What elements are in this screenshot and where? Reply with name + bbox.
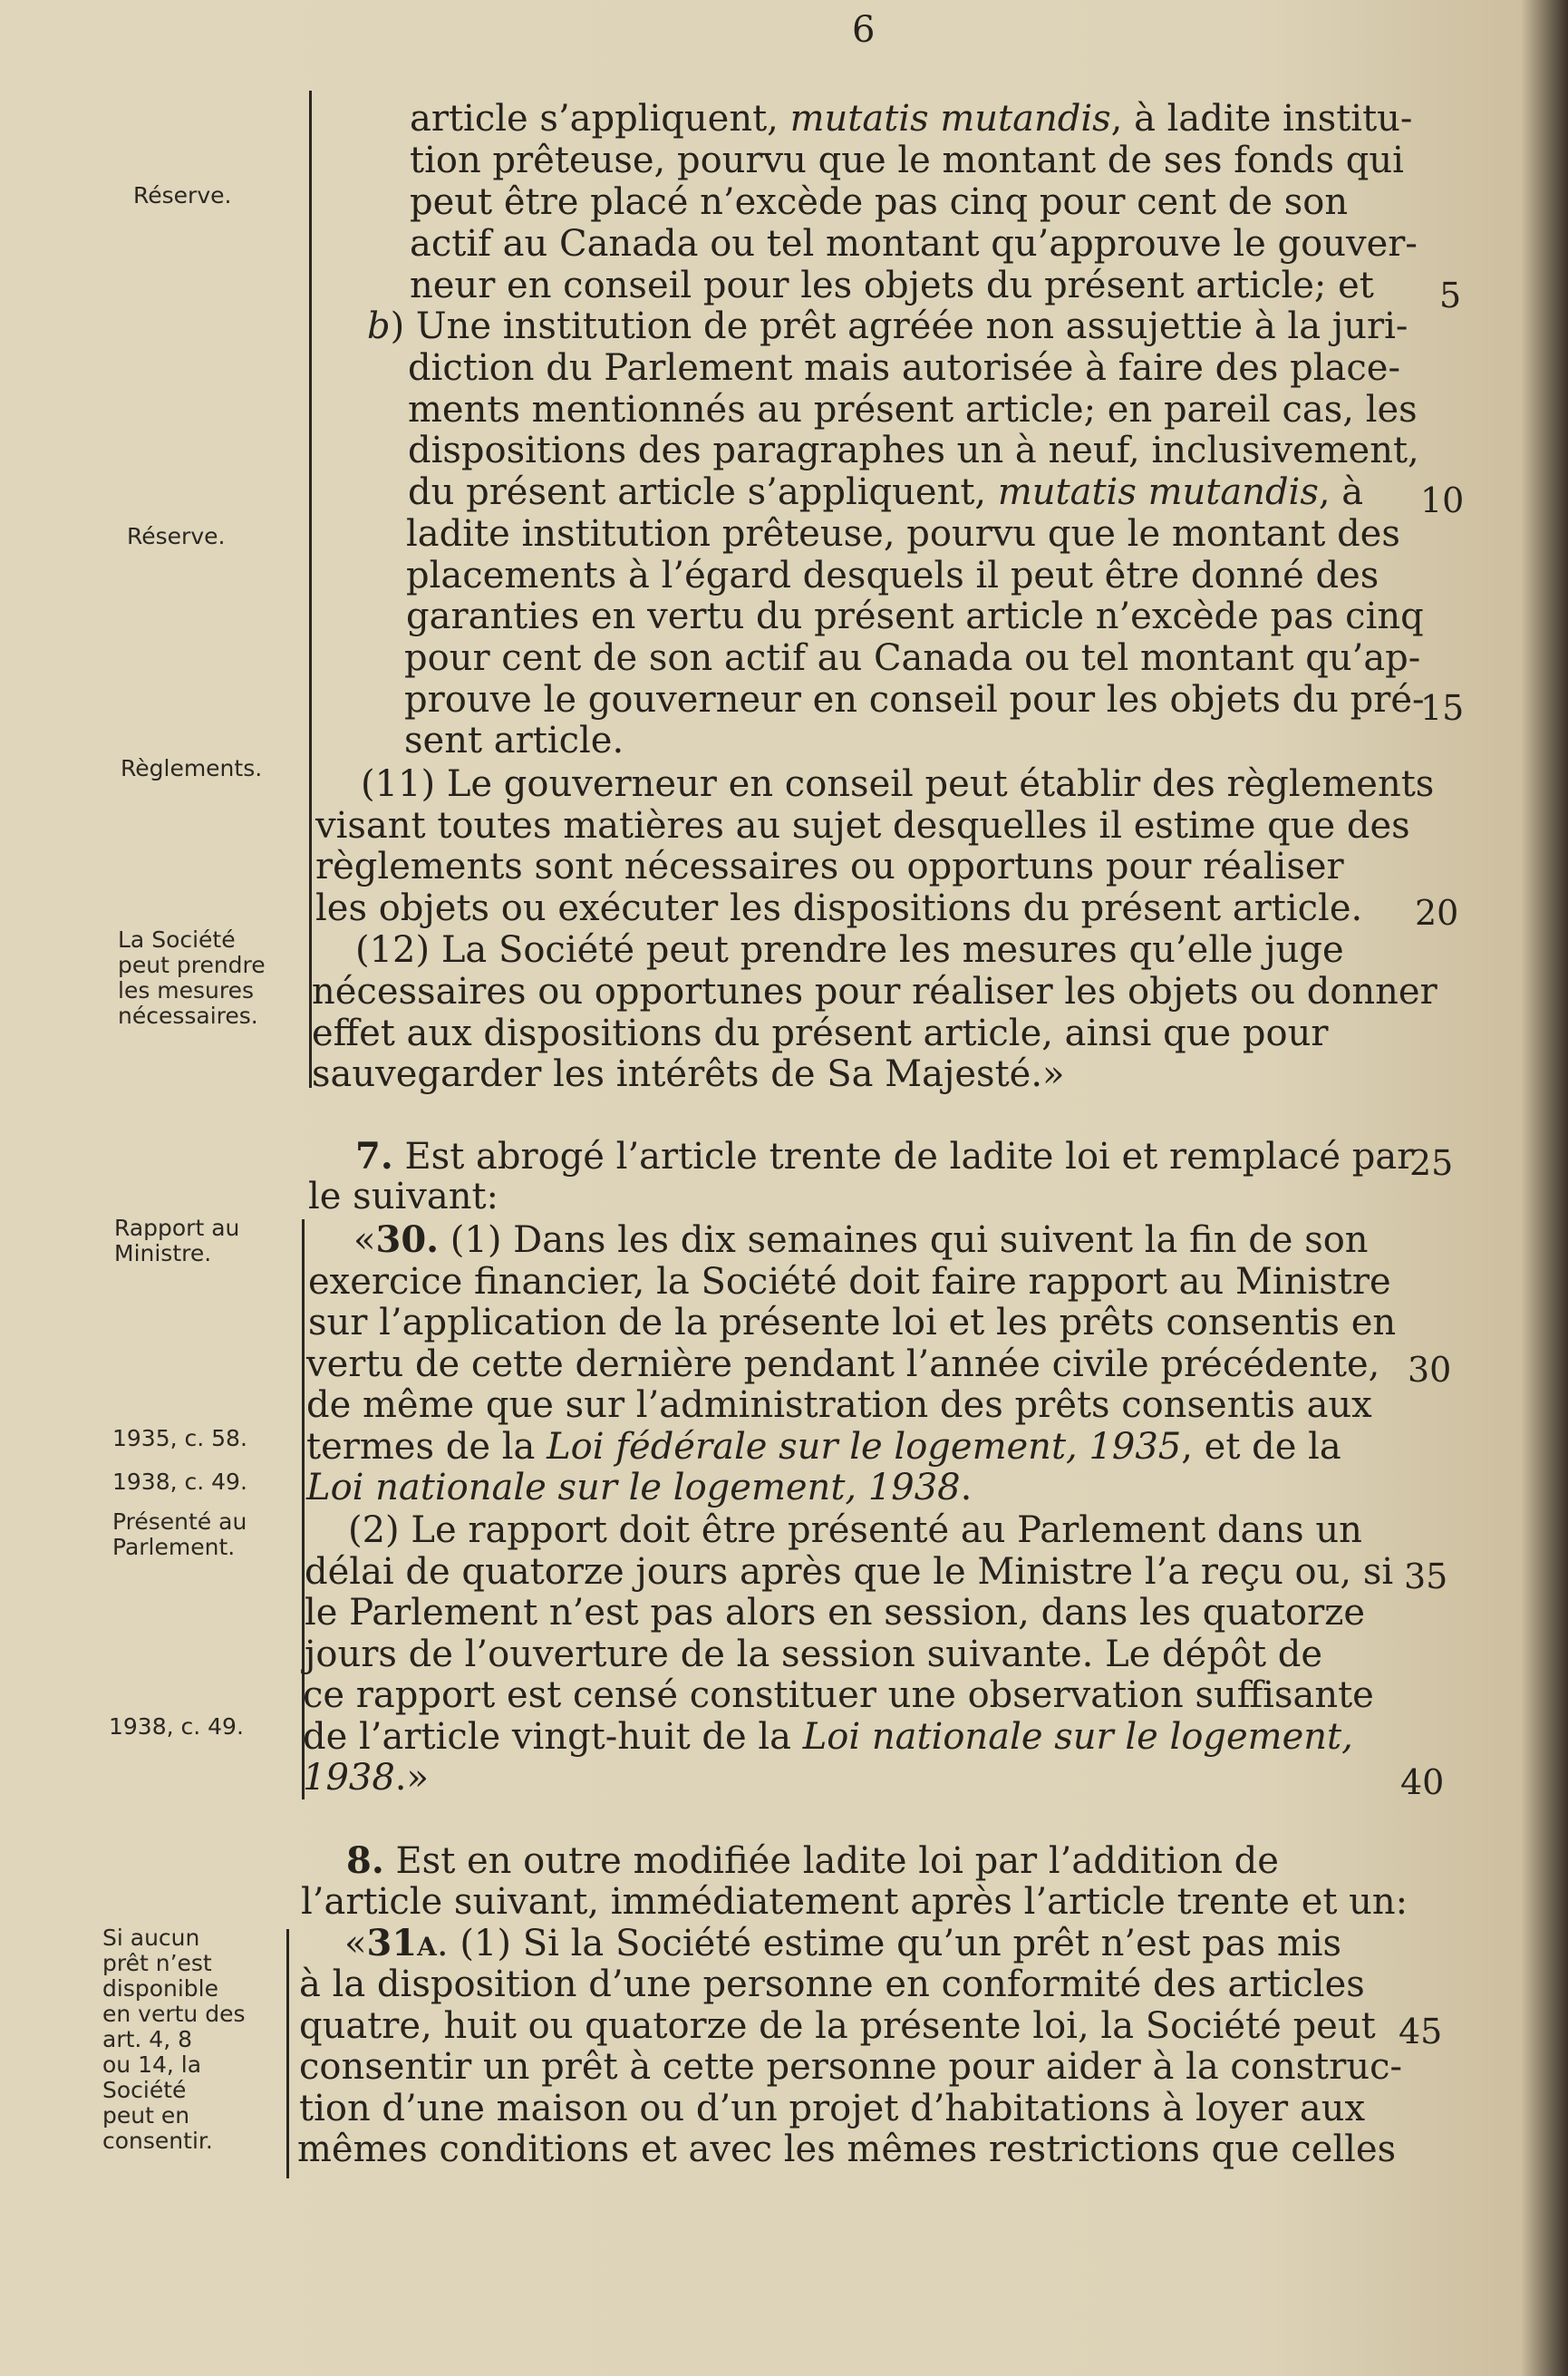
body-line: quatre, huit ou quatorze de la présente loi, la Société peut (299, 2005, 1376, 2047)
text-run: (1) Dans les dix semaines qui suivent la fin de son (439, 1219, 1369, 1261)
body-line: à la disposition d’une personne en conformité des articles (299, 1964, 1365, 2005)
italic-run: Loi nationale sur le logement, (802, 1716, 1353, 1758)
body-line: tion prêteuse, pourvu que le montant de ses fonds qui (410, 140, 1404, 181)
text-run: de l’article vingt-huit de la (303, 1716, 803, 1758)
body-line: dispositions des paragraphes un à neuf, inclusivement, (408, 430, 1419, 471)
margin-rule (286, 1929, 289, 2178)
body-line: pour cent de son actif au Canada ou tel montant qu’ap- (404, 637, 1421, 679)
text-run: termes de la (306, 1426, 547, 1468)
line-number: 20 (1415, 893, 1459, 933)
margin-note-line: ou 14, la (102, 2051, 202, 2078)
line-number: 40 (1400, 1762, 1445, 1802)
margin-note-si-aucun (102, 1925, 284, 2154)
text-run: , et de la (1181, 1426, 1341, 1468)
body-line: nécessaires ou opportunes pour réaliser les objets ou donner (312, 971, 1437, 1013)
text-run: .» (394, 1757, 429, 1799)
line-number: 10 (1420, 480, 1465, 520)
margin-note-line: Parlement. (112, 1534, 236, 1560)
margin-note-line: peut en (102, 2102, 190, 2129)
body-line: sent article. (404, 720, 624, 761)
body-line: délai de quatorze jours après que le Ministre l’a reçu ou, si (305, 1551, 1394, 1593)
line-number: 30 (1408, 1350, 1452, 1390)
body-line (408, 471, 1363, 513)
text-run: « (353, 1219, 376, 1261)
italic-run: Loi nationale sur le logement, 1938 (306, 1467, 961, 1508)
italic-run: Loi fédérale sur le logement, 1935 (547, 1426, 1182, 1468)
body-line: tion d’une maison ou d’un projet d’habitations à loyer aux (299, 2088, 1366, 2129)
body-line: de même que sur l’administration des prêts consentis aux (306, 1384, 1372, 1426)
body-line: mêmes conditions et avec les mêmes restrictions que celles (297, 2129, 1397, 2170)
body-line: (12) La Société peut prendre les mesures qu’elle juge (355, 929, 1344, 971)
margin-note-line: Société (102, 2077, 187, 2103)
line-number: 45 (1399, 2012, 1443, 2051)
section-letter: a (417, 1922, 437, 1964)
body-line (355, 1136, 1414, 1178)
margin-note-societe-mesures (118, 927, 299, 1029)
line-number: 25 (1409, 1143, 1454, 1183)
margin-note-line: Rapport au (114, 1215, 240, 1241)
margin-note-reserve-1: Réserve. (133, 182, 232, 209)
body-line: effet aux dispositions du présent article, ainsi que pour (312, 1013, 1329, 1054)
text-run: article s’appliquent, (410, 98, 790, 140)
body-line: prouve le gouverneur en conseil pour les objets du pré- (404, 679, 1425, 721)
page-number: 6 (852, 9, 876, 51)
body-line: exercice financier, la Société doit faire rapport au Ministre (308, 1261, 1391, 1303)
body-line: garanties en vertu du présent article n’excède pas cinq (406, 596, 1424, 637)
body-line: peut être placé n’excède pas cinq pour cent de son (410, 181, 1349, 223)
margin-note-reserve-2: Réserve. (127, 523, 226, 549)
line-number: 35 (1404, 1557, 1448, 1596)
body-line: sur l’application de la présente loi et les prêts consentis en (308, 1302, 1397, 1343)
margin-note-ref-1938-a: 1938, c. 49. (112, 1469, 247, 1495)
margin-note-line: en vertu des (102, 2001, 246, 2027)
text-run: , à ladite institu- (1110, 98, 1413, 140)
text-run: ) Une institution de prêt agréée non assujettie à la juri- (390, 305, 1408, 347)
section-number: 31 (366, 1922, 418, 1964)
body-line: diction du Parlement mais autorisée à faire des place- (408, 347, 1400, 389)
body-line: consentir un prêt à cette personne pour aider à la construc- (299, 2046, 1403, 2088)
margin-note-line: disponible (102, 1975, 218, 2002)
margin-note-line: prêt n’est (102, 1950, 212, 1976)
body-line: visant toutes matières au sujet desquelles il estime que des (315, 805, 1410, 847)
text-run: Est abrogé l’article trente de ladite loi et remplacé par (392, 1136, 1415, 1178)
margin-note-reglements: Règlements. (121, 755, 263, 781)
text-run: du présent article s’appliquent, (408, 471, 998, 513)
body-line: l’article suivant, immédiatement après l’article trente et un: (301, 1881, 1408, 1923)
margin-note-line: les mesures (118, 977, 255, 1004)
text-run: . (960, 1467, 973, 1508)
body-line: le suivant: (308, 1176, 499, 1217)
margin-note-ref-1938-b: 1938, c. 49. (109, 1713, 244, 1740)
text-run: Est en outre modifiée ladite loi par l’addition de (383, 1840, 1279, 1882)
body-line: les objets ou exécuter les dispositions du présent article. (315, 887, 1363, 929)
body-line (346, 1840, 1279, 1882)
section-number: 8. (346, 1839, 384, 1882)
margin-note-line: La Société (118, 926, 236, 953)
body-line (303, 1757, 429, 1799)
body-line (344, 1923, 1341, 1964)
text-run: , à (1318, 471, 1364, 513)
section-number: 7. (355, 1135, 393, 1178)
body-line: jours de l’ouverture de la session suivante. Le dépôt de (305, 1634, 1323, 1675)
margin-note-line: art. 4, 8 (102, 2026, 192, 2052)
text-run: « (344, 1923, 367, 1964)
margin-note-line: Présenté au (112, 1508, 247, 1535)
text-run: . (1) Si la Société estime qu’un prêt n’est pas mis (436, 1923, 1342, 1964)
margin-note-presente (112, 1509, 294, 1560)
body-line: ce rapport est censé constituer une observation suffisante (303, 1674, 1374, 1716)
italic-run: 1938 (303, 1757, 395, 1799)
body-line (367, 305, 1408, 347)
body-line (410, 98, 1412, 140)
margin-note-line: peut prendre (118, 952, 266, 978)
margin-note-rapport (114, 1216, 295, 1266)
body-line: vertu de cette dernière pendant l’année civile précédente, (306, 1343, 1380, 1385)
body-line: le Parlement n’est pas alors en session, dans les quatorze (305, 1592, 1365, 1634)
margin-note-line: nécessaires. (118, 1003, 258, 1029)
italic-run: mutatis mutandis (997, 471, 1319, 513)
body-line (306, 1426, 1341, 1468)
section-number: 30. (375, 1218, 440, 1261)
margin-rule (309, 91, 312, 1088)
body-line (353, 1219, 1369, 1261)
margin-note-line: Ministre. (114, 1240, 212, 1266)
italic-run: b (367, 305, 391, 347)
body-line: placements à l’égard desquels il peut être donné des (406, 555, 1379, 596)
body-line: ments mentionnés au présent article; en pareil cas, les (408, 389, 1418, 431)
body-line: sauvegarder les intérêts de Sa Majesté.» (312, 1053, 1065, 1095)
body-line: actif au Canada ou tel montant qu’approuve le gouver- (410, 223, 1418, 265)
body-line: (2) Le rapport doit être présenté au Parlement dans un (348, 1509, 1362, 1551)
body-line: ladite institution prêteuse, pourvu que le montant des (406, 513, 1400, 555)
body-line: neur en conseil pour les objets du présent article; et (410, 265, 1374, 306)
body-line (306, 1467, 972, 1508)
body-line (303, 1716, 1353, 1758)
line-number: 15 (1420, 688, 1465, 728)
body-line: règlements sont nécessaires ou opportuns pour réaliser (315, 846, 1344, 887)
margin-note-line: consentir. (102, 2128, 213, 2154)
italic-run: mutatis mutandis (789, 98, 1111, 140)
line-number: 5 (1439, 276, 1462, 315)
body-line: (11) Le gouverneur en conseil peut établir des règlements (361, 763, 1435, 805)
margin-note-line: Si aucun (102, 1925, 200, 1951)
margin-note-ref-1935: 1935, c. 58. (112, 1425, 247, 1451)
